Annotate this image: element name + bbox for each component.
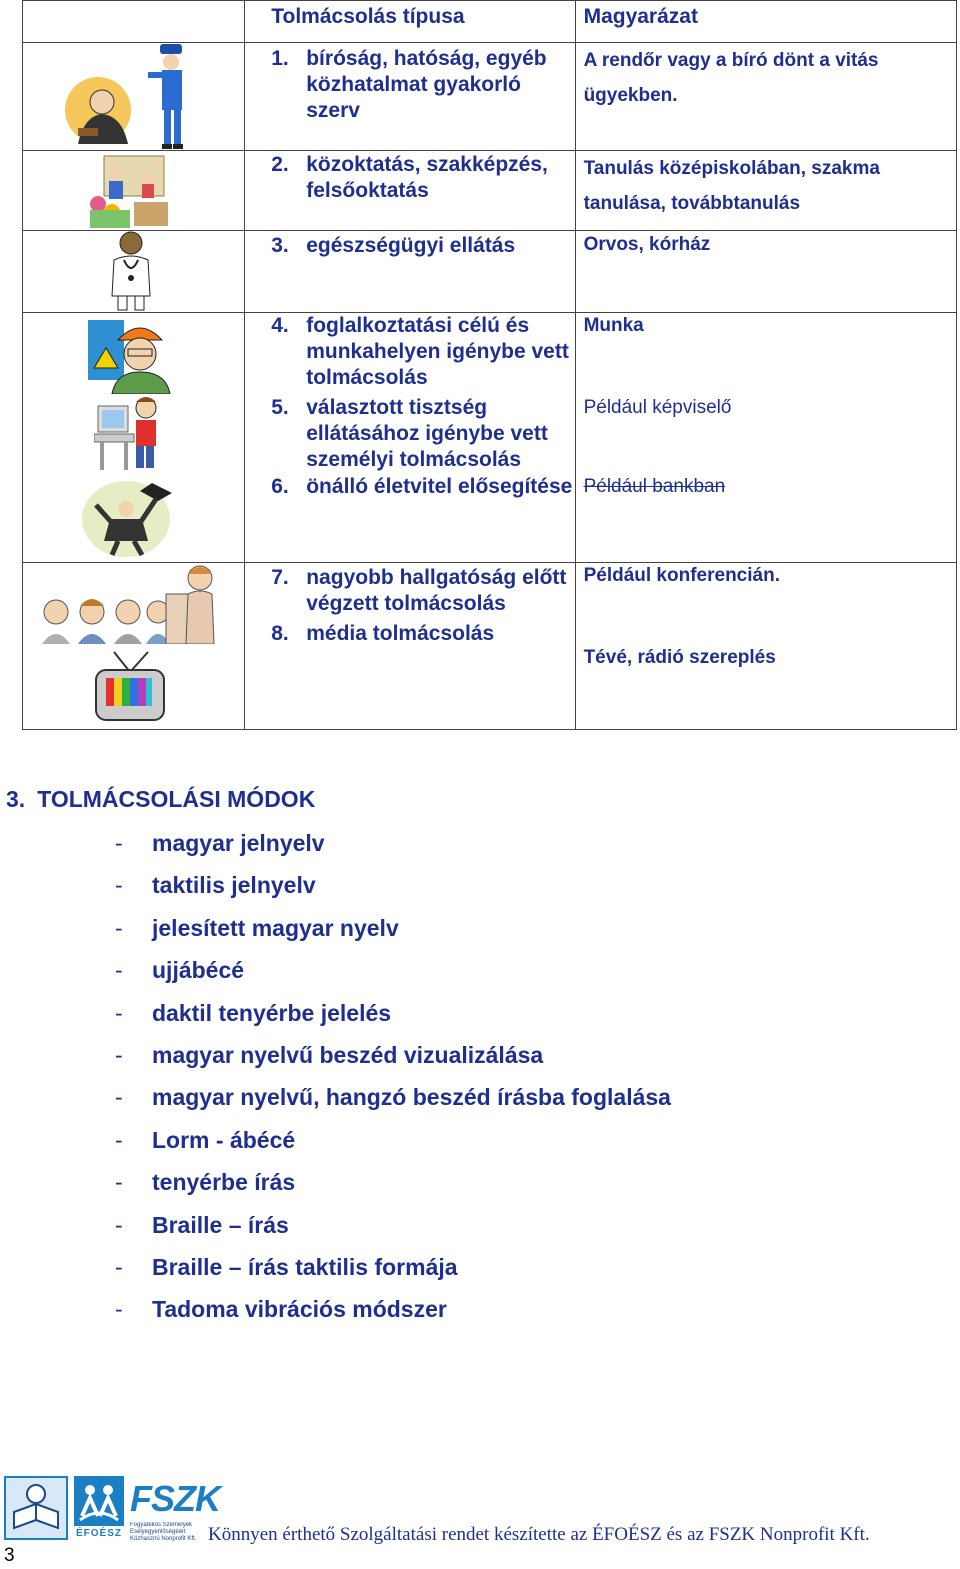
row-type: 3. egészségügyi ellátás — [271, 234, 516, 257]
header-type: Tolmácsolás típusa — [245, 1, 575, 43]
table-row — [23, 231, 957, 313]
audience-icon — [40, 560, 220, 644]
row-type: 1. bíróság, hatóság, egyéb közhatalmat gyakorló szerv — [271, 47, 547, 122]
row-type: 2. közoktatás, szakképzés, felsőoktatás — [271, 153, 548, 202]
page-number: 3 — [4, 1545, 15, 1566]
fszk-logo-subtitle: Fogyatékos Személyek Esélyegyenlőségéért Közhasznú Nonprofit Kft. — [130, 1522, 197, 1542]
row-explanation: Például képviselő — [583, 397, 732, 418]
television-icon — [94, 650, 166, 724]
judge-police-icon — [64, 44, 200, 150]
row-explanation: Orvos, kórház — [583, 234, 711, 255]
header-empty-cell — [23, 1, 245, 43]
row-type: 8. média tolmácsolás — [271, 622, 495, 645]
row-explanation: Tanulás középiskolában, szakma tanulása, továbbtanulás — [583, 158, 880, 214]
classroom-icon — [86, 154, 174, 230]
efoesz-logo-text: ÉFOÉSZ — [75, 1528, 122, 1539]
row-type: 4. foglalkoztatási célú és munkahelyen igénybe vett tolmácsolás — [271, 314, 569, 389]
table-header-row — [23, 1, 957, 43]
row-explanation: Tévé, rádió szereplés — [583, 647, 776, 668]
section-heading: 3. TOLMÁCSOLÁSI MÓDOK — [6, 786, 316, 812]
fszk-logo: FSZK — [130, 1478, 220, 1519]
row-explanation: Például bankban — [583, 476, 726, 497]
row-explanation: A rendőr vagy a bíró dönt a vitás ügyekben. — [583, 50, 879, 106]
row-type: 6. önálló életvitel elősegítése — [271, 475, 573, 498]
worker-icon — [88, 312, 174, 394]
footer-text: Könnyen érthető Szolgáltatási rendet készítette az ÉFOÉSZ és az FSZK Nonprofit Kft. — [208, 1524, 870, 1545]
doctor-icon — [102, 230, 160, 312]
easy-read-icon — [4, 1476, 68, 1540]
row-explanation: Például konferencián. — [583, 565, 780, 586]
row-explanation: Munka — [583, 315, 644, 336]
row-type: 7. nagyobb hallgatóság előtt végzett tolmácsolás — [271, 566, 567, 615]
graduate-icon — [82, 475, 178, 559]
row-type: 5. választott tisztség ellátásához igénybe vett személyi tolmácsolás — [271, 396, 548, 471]
header-explanation: Magyarázat — [575, 1, 956, 43]
computer-user-icon — [94, 394, 164, 474]
